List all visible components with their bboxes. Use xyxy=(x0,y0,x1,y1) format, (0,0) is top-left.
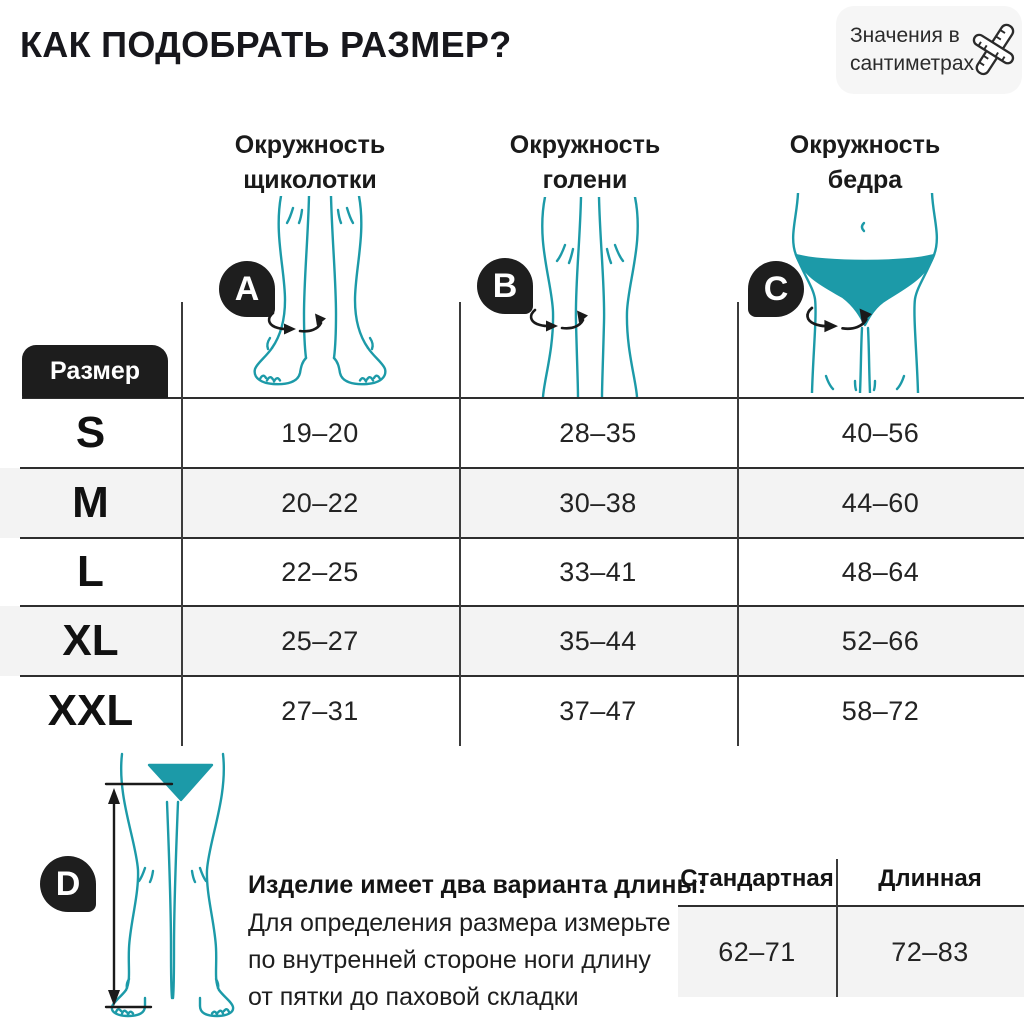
leg-length-illustration xyxy=(85,752,260,1018)
marker-b-label: B xyxy=(492,266,518,305)
length-table-header-long: Длинная xyxy=(878,865,982,892)
page-title: КАК ПОДОБРАТЬ РАЗМЕР? xyxy=(20,24,512,65)
ruler-icon xyxy=(970,22,1018,78)
length-table-header-standard: Стандартная xyxy=(680,865,834,892)
column-header-ankle: Окружность щиколотки xyxy=(234,131,386,194)
calf-value: 35–44 xyxy=(559,625,637,656)
hip-value: 40–56 xyxy=(841,417,920,448)
marker-a-label: A xyxy=(234,269,260,308)
table-border xyxy=(22,397,1024,399)
table-row-l xyxy=(0,538,1024,606)
length-section-heading: Изделие имеет два варианта длины: xyxy=(248,871,707,899)
length-table xyxy=(678,853,1024,997)
ankle-value: 25–27 xyxy=(281,625,359,656)
length-section-description: Для определения размера измерьте по внутренней стороне ноги длину от пятки до паховой складки xyxy=(248,909,671,1011)
table-border xyxy=(20,675,1024,677)
size-label: S xyxy=(75,408,106,457)
size-column-header-label: Размер xyxy=(49,357,141,385)
table-row-xl xyxy=(0,606,1024,676)
hip-value: 44–60 xyxy=(841,487,920,518)
marker-d-badge xyxy=(40,856,96,912)
hip-value: 58–72 xyxy=(841,695,920,726)
marker-c-badge xyxy=(748,261,804,317)
length-value-long: 72–83 xyxy=(891,936,969,967)
length-table-column-divider xyxy=(836,859,838,997)
size-label: XL xyxy=(62,616,119,665)
calf-value: 37–47 xyxy=(559,695,637,726)
table-column-divider xyxy=(737,302,739,746)
calf-illustration xyxy=(515,197,665,397)
hip-value: 52–66 xyxy=(841,625,920,656)
ankle-value: 27–31 xyxy=(281,695,359,726)
hip-value: 48–64 xyxy=(841,556,920,587)
table-border xyxy=(20,605,1024,607)
table-column-divider xyxy=(459,302,461,746)
table-row-xxl xyxy=(0,676,1024,746)
table-column-divider xyxy=(181,302,183,746)
size-label: XXL xyxy=(47,686,134,735)
column-header-calf: Окружность голени xyxy=(509,131,661,194)
units-note-box xyxy=(836,6,1022,94)
table-border xyxy=(20,467,1024,469)
size-label: M xyxy=(72,478,109,527)
units-note-text: Значения в сантиметрах xyxy=(850,24,975,75)
ankle-value: 22–25 xyxy=(281,556,359,587)
measure-arrow-ankle-icon xyxy=(266,306,326,336)
table-border xyxy=(20,537,1024,539)
ankle-value: 19–20 xyxy=(281,417,359,448)
calf-value: 28–35 xyxy=(559,417,637,448)
length-value-standard: 62–71 xyxy=(718,936,796,967)
size-label: L xyxy=(77,547,104,596)
calf-value: 33–41 xyxy=(559,556,637,587)
length-measure-arrow xyxy=(106,784,172,1007)
measure-arrow-calf-icon xyxy=(528,303,588,333)
length-table-header-row xyxy=(678,853,1024,905)
marker-b-badge xyxy=(477,258,533,314)
table-row-m xyxy=(0,468,1024,538)
marker-c-label: C xyxy=(763,269,789,308)
calf-value: 30–38 xyxy=(559,487,637,518)
ankle-value: 20–22 xyxy=(281,487,359,518)
length-table-values-row xyxy=(678,907,1024,997)
marker-d-label: D xyxy=(55,864,81,903)
measure-arrow-hip-icon xyxy=(798,300,878,334)
column-header-hip: Окружность бедра xyxy=(789,131,941,194)
table-row-s xyxy=(0,398,1024,468)
size-column-header-badge xyxy=(22,345,168,398)
